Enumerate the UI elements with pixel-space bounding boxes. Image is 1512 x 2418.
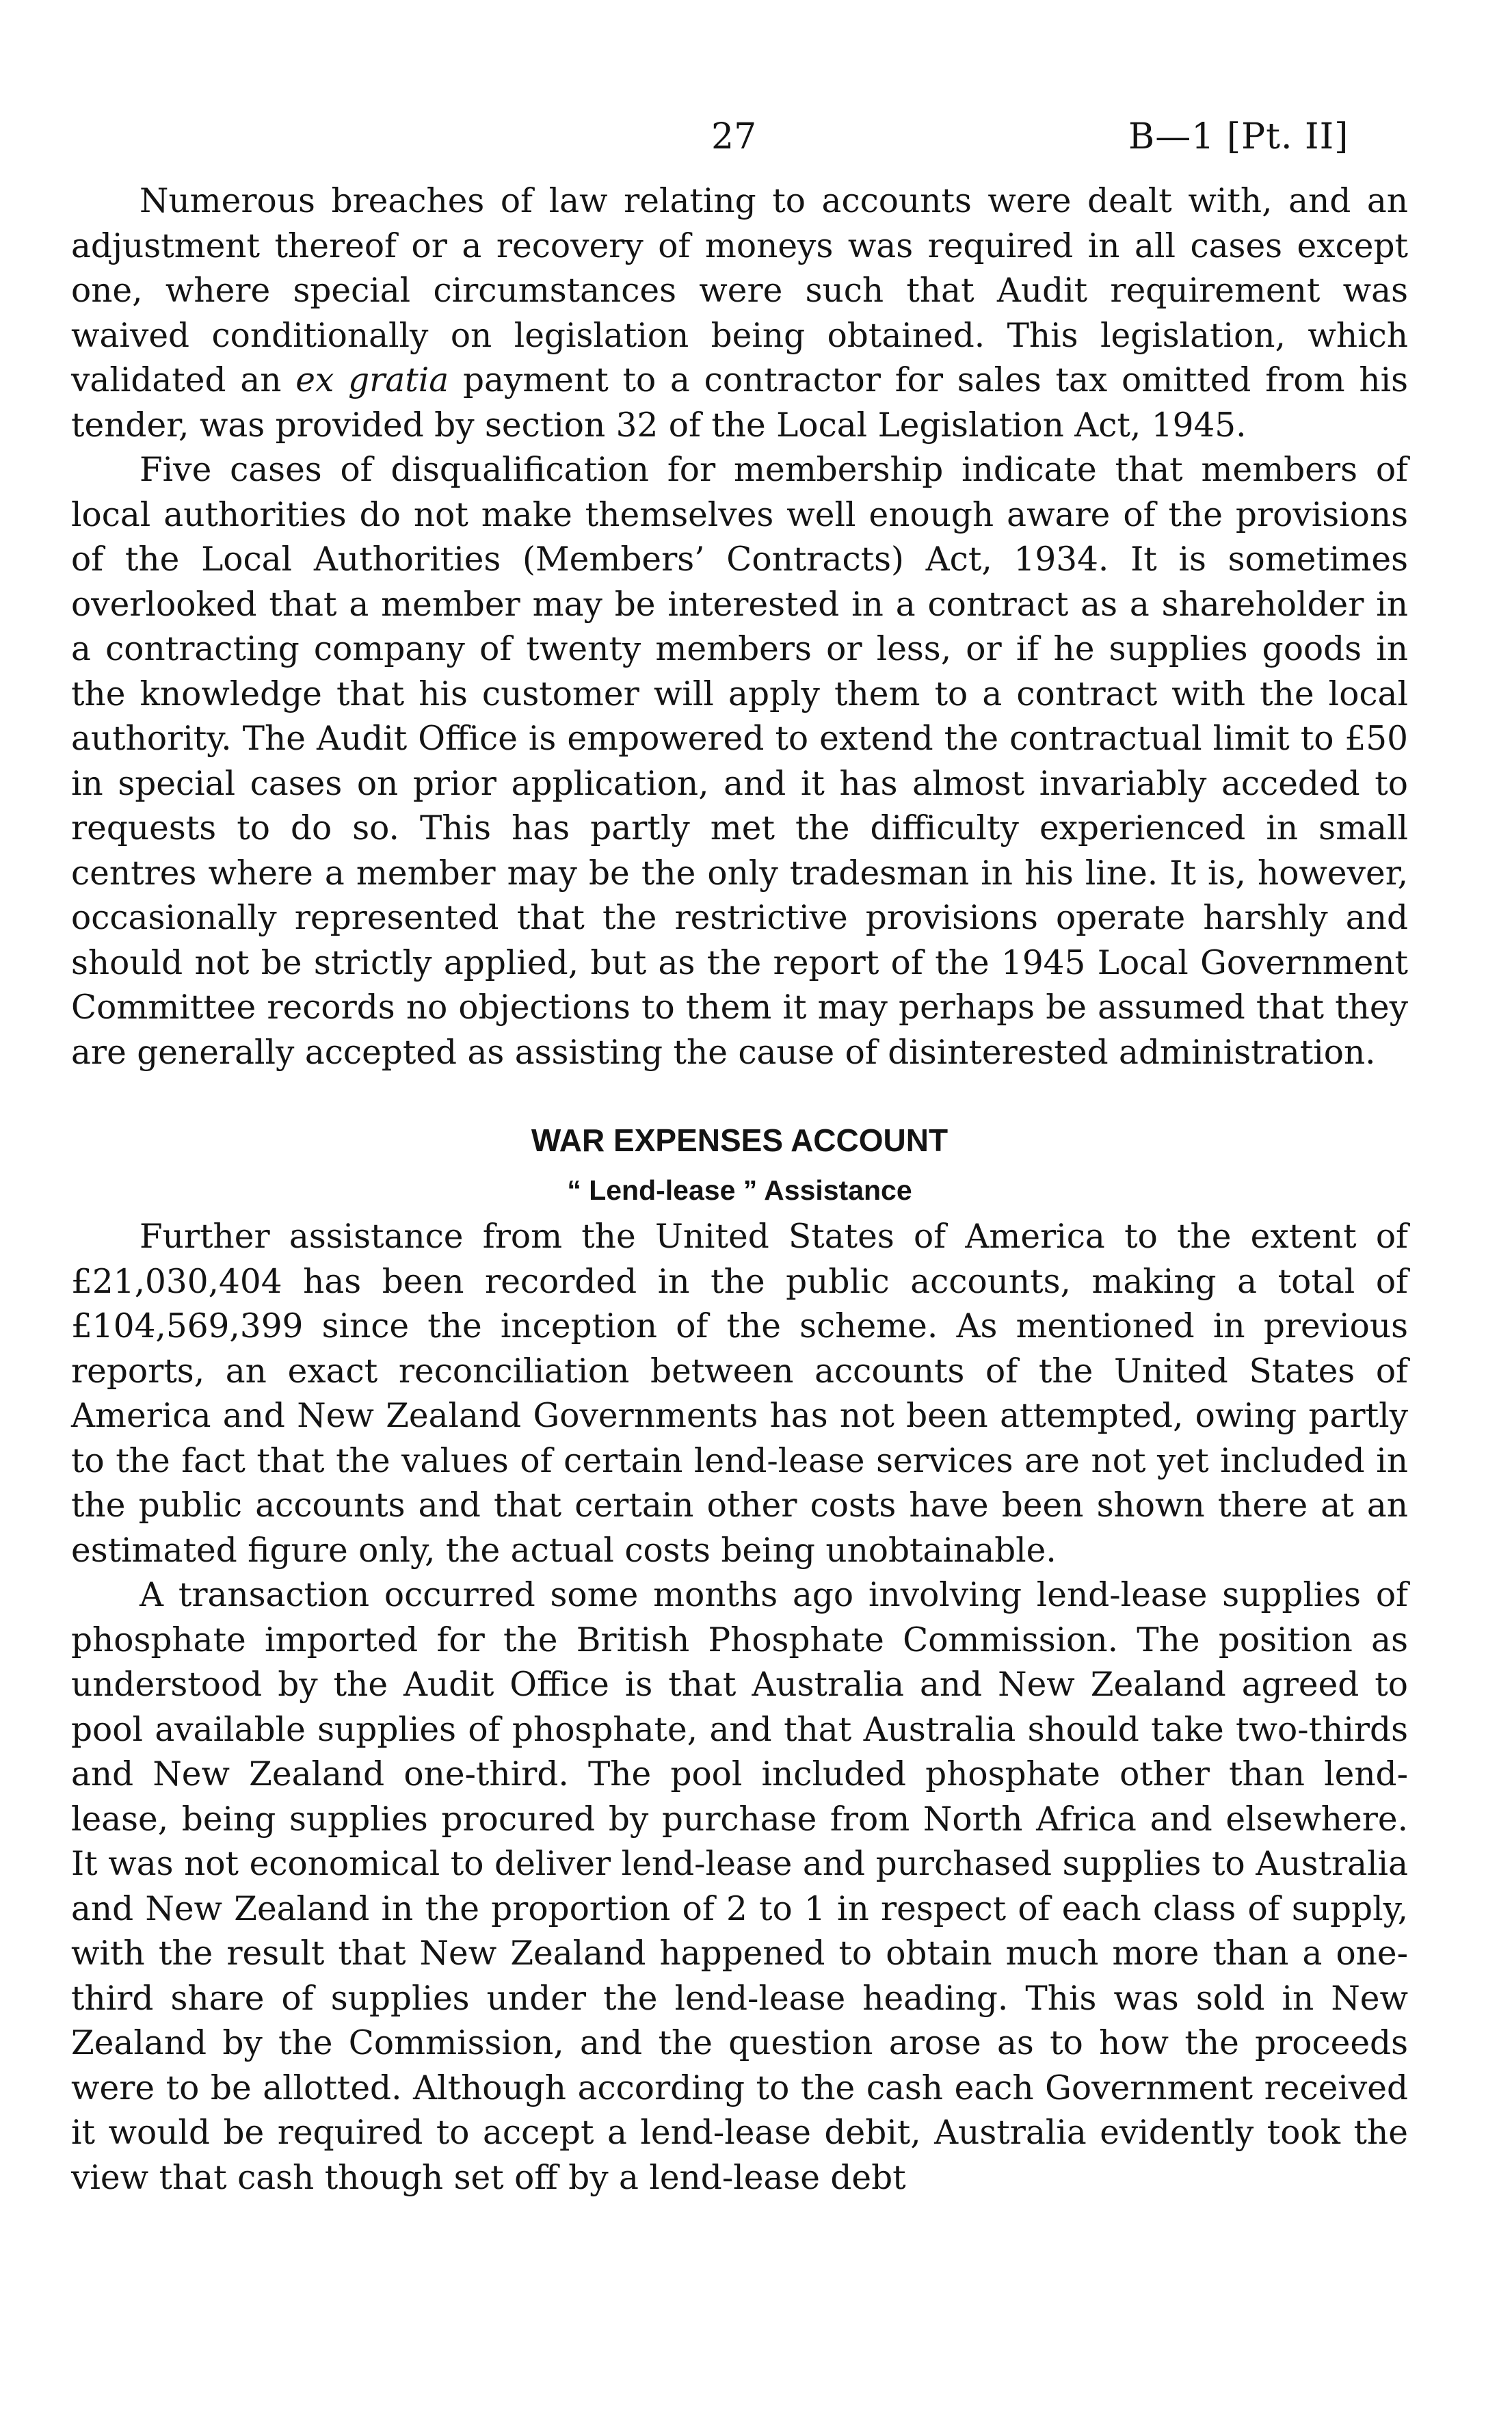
paragraph-disqualification: Five cases of disqualification for membership indicate that members of local authorities do not make themselves well enough aware of the provisions of the Local Authorities (Members’ Contracts) Act, 1934. It is sometimes overlooked that a member may be interested in a contract as a shareholder in a contracting company of twenty members or less, or if he supplies goods in the knowledge that his customer will apply them to a contract with the local authority. The Audit Office is empowered to extend the contractual limit to £50 in special cases on prior application, and it has almost invariably acceded to requests to do so. This has partly met the difficulty experienced in small centres where a member may be the only tradesman in his line. It is, however, occasionally represented that the restrictive provisions operate harshly and should not be strictly applied, but as the report of the 1945 Local Government Committee records no objections to them it may perhaps be assumed that they are generally accepted as assisting the cause of disinterested administration. xyxy=(71,451,1408,1072)
paragraph-text: payment to a contractor for sales tax omitted from his tender, was provided by section 32 of the Local Legislation Act, 1945. xyxy=(71,361,1408,445)
page-header xyxy=(0,109,1512,164)
paragraph-text: Numerous breaches of law relating to accounts were dealt with, and an adjustment thereof or a recovery of moneys was required in all cases except one, where special circumstances were such that Audit requirement was waived conditionally on legislation being obtained. This legislation, which validated an xyxy=(71,182,1408,399)
paragraph-phosphate-transaction: A transaction occurred some months ago involving lend-lease supplies of phosphate imported for the British Phosphate Commission. The position as understood by the Audit Office is that Australia and New Zealand agreed to pool available supplies of phosphate, and that Australia should take two-thirds and New Zealand one-third. The pool included phosphate other than lend-lease, being supplies procured by purchase from North Africa and elsewhere. It was not economical to deliver lend-lease and purchased supplies to Australia and New Zealand in the proportion of 2 to 1 in respect of each class of supply, with the result that New Zealand happened to obtain much more than a one-third share of supplies under the lend-lease heading. This was sold in New Zealand by the Commission, and the question arose as to how the proceeds were to be allotted. Although according to the cash each Government received it would be required to accept a lend-lease debit, Australia evidently took the view that cash though set off by a lend-lease debt xyxy=(71,1576,1408,2197)
document-reference: B—1 [Pt. II] xyxy=(1128,116,1349,157)
subsection-heading: “ Lend-lease ” Assistance xyxy=(567,1174,912,1206)
section-heading: WAR EXPENSES ACCOUNT xyxy=(531,1122,949,1158)
paragraph-audit-breaches xyxy=(71,179,1408,448)
italic-phrase: ex gratia xyxy=(295,361,449,399)
body-text xyxy=(71,179,1408,2200)
page-number: 27 xyxy=(711,116,757,157)
paragraph-lend-lease-assistance: Further assistance from the United States of America to the extent of £21,030,404 has been recorded in the public accounts, making a total of £104,569,399 since the inception of the scheme. As mentioned in previous reports, an exact reconciliation between accounts of the United States of America and New Zealand Governments has not been attempted, owing partly to the fact that the values of certain lend-lease services are not yet included in the public accounts and that certain other costs have been shown there at an estimated figure only, the actual costs being unobtainable. xyxy=(71,1218,1408,1570)
